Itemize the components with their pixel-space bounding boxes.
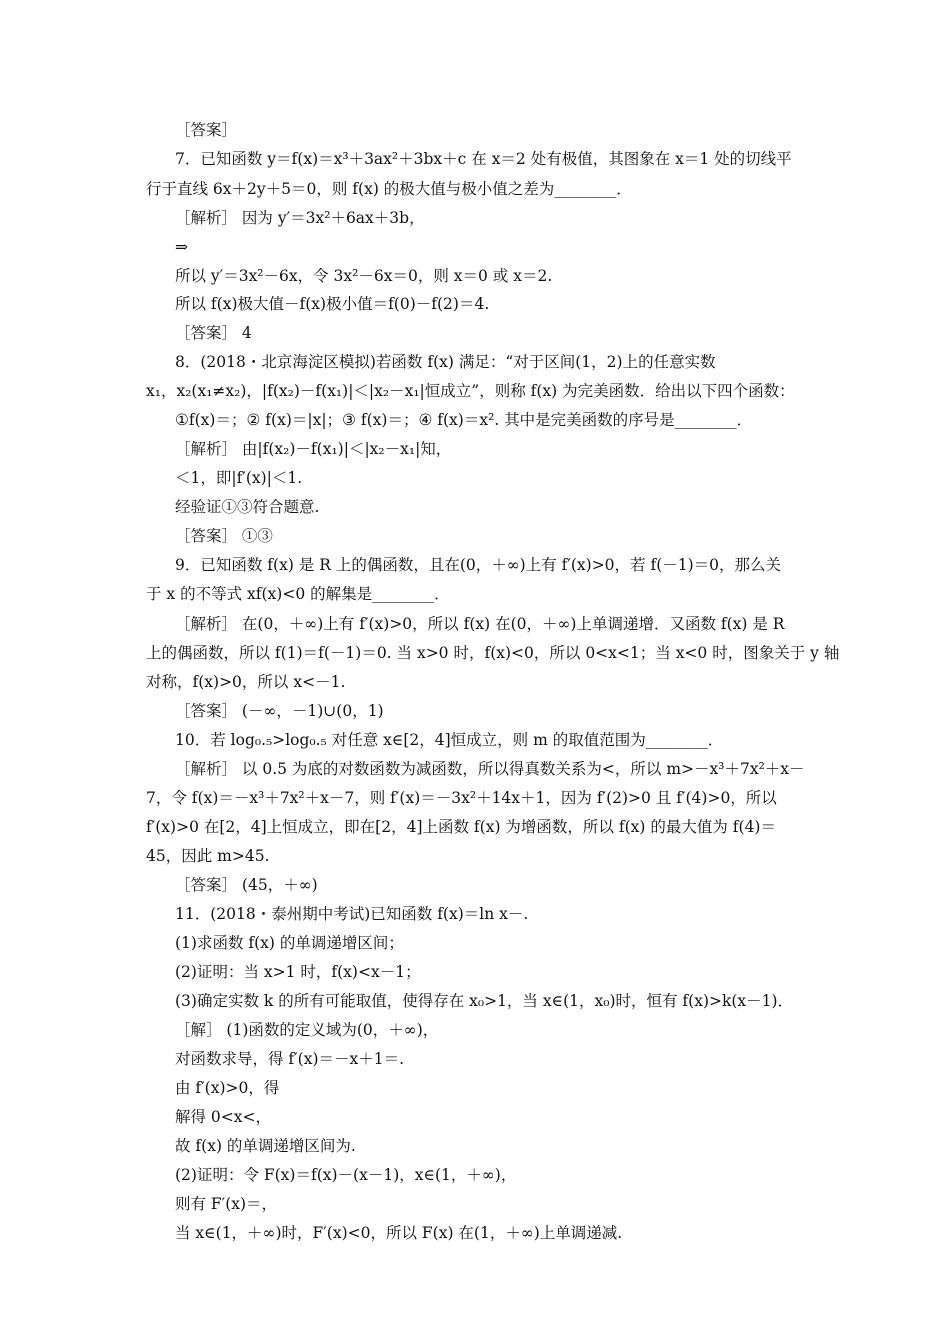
q8-analysis-1: ［解析］ 由|f(x₂)－f(x₁)|＜|x₂－x₁|知，	[175, 440, 452, 458]
q7-answer: ［答案］ 4	[175, 324, 252, 342]
q10-line-1: 10．若 log₀.₅>log₀.₅ 对任意 x∈[2，4]恒成立，则 m 的取值范围为________．	[175, 731, 724, 749]
q11-part-1: (1)求函数 f(x) 的单调递增区间；	[175, 934, 404, 952]
q11-solution-6: (2)证明：令 F(x)＝f(x)－(x－1)，x∈(1，＋∞)，	[175, 1166, 517, 1184]
q9-analysis-2: 上的偶函数，所以 f(1)＝f(－1)＝0. 当 x>0 时，f(x)<0，所以 0<x<1；当 x<0 时，图象关于 y 轴	[146, 644, 840, 662]
q11-solution-4: 解得 0<x<，	[175, 1108, 272, 1126]
q7-line-1: 7．已知函数 y＝f(x)＝x³＋3ax²＋3bx＋c 在 x＝2 处有极值，其图象在 x＝1 处的切线平	[175, 150, 792, 168]
q11-part-2: (2)证明：当 x>1 时，f(x)<x－1；	[175, 963, 421, 981]
q11-solution-5: 故 f(x) 的单调递增区间为.	[175, 1137, 356, 1155]
q9-line-1: 9．已知函数 f(x) 是 R 上的偶函数，且在(0，＋∞)上有 f′(x)>0，若 f(－1)＝0，那么关	[175, 556, 782, 574]
q8-analysis-2: ＜1，即|f′(x)|＜1.	[175, 469, 303, 487]
q8-line-1: 8．(2018・北京海淀区模拟)若函数 f(x) 满足：“对于区间(1，2)上的任意实数	[175, 353, 716, 371]
q11-solution-8: 当 x∈(1，＋∞)时，F′(x)<0，所以 F(x) 在(1，＋∞)上单调递减.	[175, 1224, 623, 1242]
q11-solution-3: 由 f′(x)>0，得	[175, 1079, 280, 1097]
q8-line-2: x₁，x₂(x₁≠x₂)，|f(x₂)－f(x₁)|＜|x₂－x₁|恒成立”，则称 f(x) 为完美函数．给出以下四个函数：	[146, 382, 795, 400]
q9-line-2: 于 x 的不等式 xf(x)<0 的解集是________．	[146, 585, 450, 603]
q9-analysis-3: 对称，f(x)>0，所以 x<－1.	[146, 673, 346, 691]
q7-analysis-2: ⇒	[175, 238, 188, 256]
q11-solution-1: ［解］ (1)函数的定义域为(0，＋∞)，	[175, 1021, 439, 1039]
q8-analysis-3: 经验证①③符合题意.	[175, 498, 320, 516]
q11-part-3: (3)确定实数 k 的所有可能取值，使得存在 x₀>1，当 x∈(1，x₀)时，恒有 f(x)>k(x－1)．	[175, 992, 794, 1010]
q7-analysis-4: 所以 f(x)极大值－f(x)极小值＝f(0)－f(2)＝4.	[175, 295, 490, 313]
q7-analysis-3: 所以 y′＝3x²－6x，令 3x²－6x＝0，则 x＝0 或 x＝2.	[175, 267, 553, 285]
q8-answer: ［答案］ ①③	[175, 527, 273, 545]
q11-solution-2: 对函数求导，得 f′(x)＝－x＋1＝.	[175, 1050, 405, 1068]
q9-analysis-1: ［解析］ 在(0，＋∞)上有 f′(x)>0，所以 f(x) 在(0，＋∞)上单调递增．又函数 f(x) 是 R	[175, 615, 785, 633]
q10-answer: ［答案］ (45，＋∞)	[175, 876, 318, 894]
q11-solution-7: 则有 F′(x)＝，	[175, 1195, 278, 1213]
q7-line-2: 行于直线 6x＋2y＋5＝0，则 f(x) 的极大值与极小值之差为________．	[146, 180, 632, 198]
q7-analysis-1: ［解析］ 因为 y′＝3x²＋6ax＋3b，	[175, 209, 425, 227]
q10-analysis-1: ［解析］ 以 0.5 为底的对数函数为减函数，所以得真数关系为<，所以 m>－x³＋7x²＋x－	[175, 760, 805, 778]
answer-label: ［答案］	[175, 121, 238, 139]
q8-line-3: ①f(x)＝；② f(x)＝|x|；③ f(x)＝；④ f(x)＝x². 其中是完美函数的序号是________．	[175, 411, 753, 429]
q10-analysis-4: 45，因此 m>45.	[146, 847, 270, 865]
q10-analysis-2: 7，令 f(x)＝－x³＋7x²＋x－7，则 f′(x)＝－3x²＋14x＋1，因为 f′(2)>0 且 f′(4)>0，所以	[146, 789, 777, 807]
q9-answer: ［答案］ (－∞，－1)∪(0，1)	[175, 702, 384, 720]
q10-analysis-3: f′(x)>0 在[2，4]上恒成立，即在[2，4]上函数 f(x) 为增函数，所以 f(x) 的最大值为 f(4)＝	[146, 818, 776, 836]
q11-line-1: 11．(2018・泰州期中考试)已知函数 f(x)＝ln x－.	[175, 905, 529, 923]
